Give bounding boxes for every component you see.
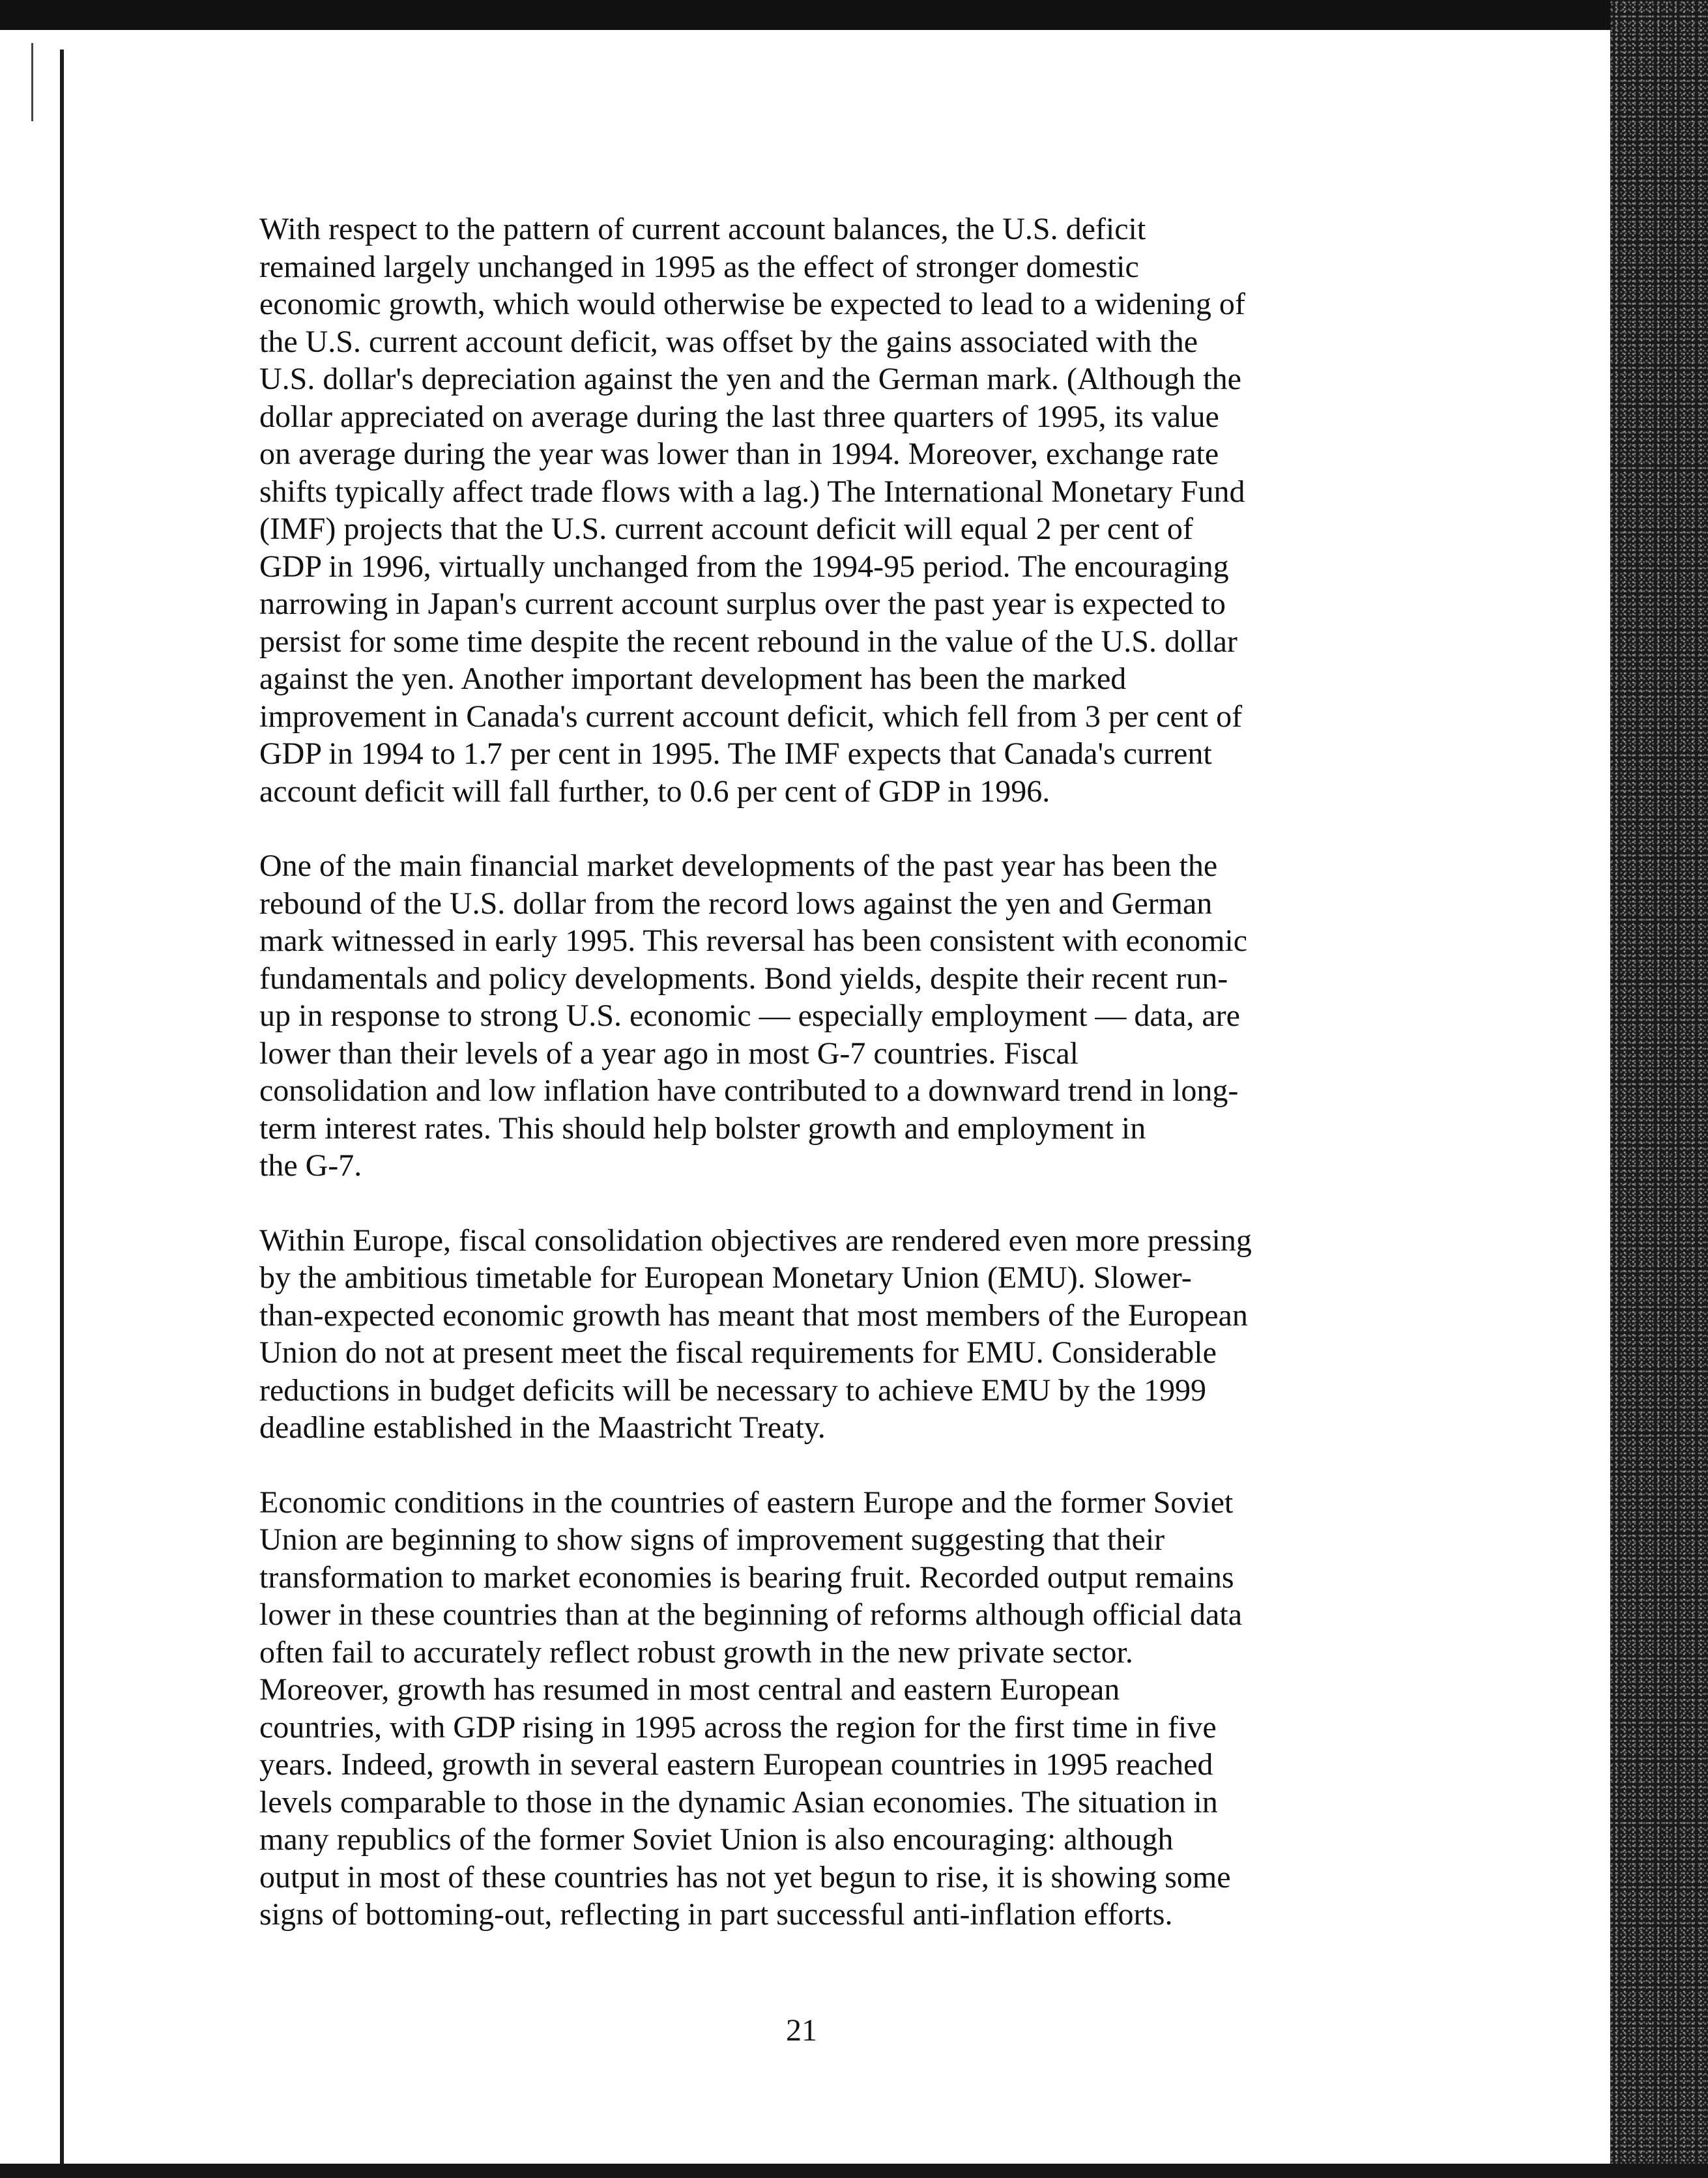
scan-border-right: [1610, 0, 1708, 2178]
paragraph-current-account: With respect to the pattern of current account balances, the U.S. deficit remained largely unchanged in 1995 as the effect of stronger domestic economic growth, which would otherwise be expected to lead to a widening of the U.S. current account deficit, was offset by the gains associated with the U.S. dollar's depreciation against the yen and the German mark. (Although the dollar appreciated on average during the last three quarters of 1995, its value on average during the year was lower than in 1994. Moreover, exchange rate shifts typically affect trade flows with a lag.) The International Monetary Fund (IMF) projects that the U.S. current account deficit will equal 2 per cent of GDP in 1996, virtually unchanged from the 1994-95 period. The encouraging narrowing in Japan's current account surplus over the past year is expected to persist for some time despite the recent rebound in the value of the U.S. dollar against the yen. Another important development has been the marked improvement in Canada's current account deficit, which fell from 3 per cent of GDP in 1994 to 1.7 per cent in 1995. The IMF expects that Canada's current account deficit will fall further, to 0.6 per cent of GDP in 1996.: [259, 212, 1245, 809]
paragraph-financial-markets: One of the main financial market developments of the past year has been the rebound of the U.S. dollar from the record lows against the yen and German mark witnessed in early 1995. This reversal has been consistent with economic fundamentals and policy developments. Bond yields, despite their recent run- up in response to strong U.S. economic — especially employment — data, are lower than their levels of a year ago in most G-7 countries. Fiscal consolidation and low inflation have contributed to a downward trend in long- term interest rates. This should help bolster growth and employment in the G-7.: [259, 849, 1248, 1183]
scan-border-bottom: [0, 2164, 1708, 2178]
page-edge-mark: [31, 43, 33, 121]
scan-border-top: [0, 0, 1708, 30]
page-number: 21: [786, 2013, 817, 2048]
page-left-border: [60, 50, 64, 2164]
document-page: [0, 30, 1610, 2164]
paragraph-europe-emu: Within Europe, fiscal consolidation objectives are rendered even more pressing by the ambitious timetable for European Monetary Union (EMU). Slower- than-expected economic growth has meant that most members of the European Union do not at present meet the fiscal requirements for EMU. Considerable reductions in budget deficits will be necessary to achieve EMU by the 1999 deadline established in the Maastricht Treaty.: [259, 1223, 1252, 1445]
body-text: [259, 211, 1354, 1971]
paragraph-eastern-europe: Economic conditions in the countries of eastern Europe and the former Soviet Union are beginning to show signs of improvement suggesting that their transformation to market economies is bearing fruit. Recorded output remains lower in these countries than at the beginning of reforms although official data often fail to accurately reflect robust growth in the new private sector. Moreover, growth has resumed in most central and eastern European countries, with GDP rising in 1995 across the region for the first time in five years. Indeed, growth in several eastern European countries in 1995 reached levels comparable to those in the dynamic Asian economies. The situation in many republics of the former Soviet Union is also encouraging: although output in most of these countries has not yet begun to rise, it is showing some signs of bottoming-out, reflecting in part successful anti-inflation efforts.: [259, 1485, 1242, 1932]
